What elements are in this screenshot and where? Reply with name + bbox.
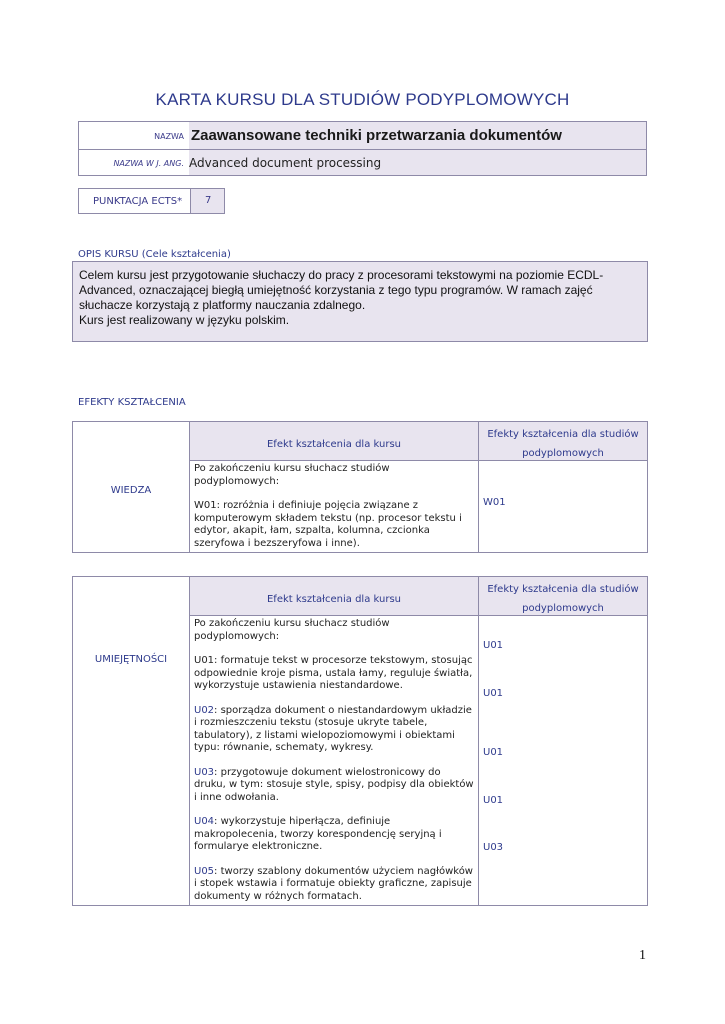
col-header-studies: Efekty kształcenia dla studiów podyplomowych [479,577,648,616]
wiedza-outcomes-cell [190,461,479,553]
umiejetnosci-outcomes-cell [190,616,479,906]
outcome-code: U05 [194,865,215,877]
umiejetnosci-category-cell [73,577,190,906]
ects-value: 7 [205,195,212,206]
wiedza-intro: Po zakończeniu kursu słuchacz studiów podyplomowych: [194,463,390,487]
course-name-row [78,121,647,150]
outcome-item: U03: przygotowuje dokument wielostronicowy do druku, w tym: stosuje style, spisy, podpisy dla obiektów i inne odwołania. [194,766,474,803]
course-name: Zaawansowane techniki przetwarzania dokumentów [191,127,562,144]
umiejetnosci-refs-cell [479,616,648,906]
col-header-course: Efekt kształcenia dla kursu [190,577,479,616]
col-header-course: Efekt kształcenia dla kursu [190,422,479,461]
outcome-text: : rozróżnia i definiuje pojęcia związane z komputerowym składem tekstu (np. procesor tekstu i edytor, akapit, łam, szpalta, kolumna, czcionka szeryfowa i bezszeryfowa i inne). [194,500,462,549]
description-line: słuchacze korzystają z platformy nauczania zdalnego. [79,298,366,312]
umiejetnosci-table [72,576,648,906]
umiejetnosci-intro: Po zakończeniu kursu słuchacz studiów podyplomowych: [194,618,390,642]
name-value-cell [189,122,646,149]
outcome-item: U04: wykorzystuje hiperłącza, definiuje makropolecenia, tworzy korespondencję seryjną i formularye elektroniczne. [194,816,442,852]
page-title: KARTA KURSU DLA STUDIÓW PODYPLOMOWYCH [155,90,570,109]
name-en-value-cell [189,150,646,175]
ects-value-cell [190,189,224,213]
course-name-en: Advanced document processing [189,156,382,170]
ects-row [78,188,225,214]
course-name-en-row [78,149,647,176]
outcomes-label: EFEKTY KSZTAŁCENIA [78,397,186,408]
outcome-item: U05: tworzy szablony dokumentów użyciem nagłówków i stopek wstawia i formatuje obiekty graficzne, zapisuje dokumenty w różnych formatach. [194,865,473,902]
outcome-code: U04 [194,816,215,827]
outcome-code: W01 [194,500,217,511]
wiedza-table [72,421,648,553]
name-label: NAZWA [154,132,184,141]
wiedza-category-cell [73,422,190,553]
outcome-ref: U01 [483,747,504,758]
outcome-code: U03 [194,766,215,778]
outcome-ref: U01 [483,688,504,699]
col-header-studies: Efekty kształcenia dla studiów podyplomowych [479,422,648,461]
description-line: Advanced, oznaczającej biegłą umiejętność korzystania z tego typu programów. W ramach zajęć [79,283,593,297]
ects-label: PUNKTACJA ECTS* [93,196,183,207]
description-line: Celem kursu jest przygotowanie słuchaczy do pracy z procesorami tekstowymi na poziomie ECDL- [79,268,604,282]
name-en-label: NAZWA W J. ANG. [113,159,184,168]
description-box [72,261,648,342]
outcome-ref: U01 [483,795,504,806]
outcome-item: U01: formatuje tekst w procesorze tekstowym, stosując odpowiednie kroje pisma, ustala łamy, reguluje światła, wykorzystuje ustawienia niestandardowe. [194,655,473,691]
outcome-code: U01 [194,655,215,666]
outcome-item: U02: sporządza dokument o niestandardowym układzie i rozmieszczeniu tekstu (stosuje ukryte tabele, tabulatory), z listami wielopoziomowymi i obiektami typu: równanie, schematy, wykresy. [194,704,472,753]
umiejetnosci-category: UMIEJĘTNOŚCI [94,654,168,665]
wiedza-category: WIEDZA [110,484,152,496]
outcome-item [194,500,474,550]
description-label: OPIS KURSU (Cele kształcenia) [78,249,231,260]
outcome-ref: W01 [483,497,506,508]
outcome-code: U02 [194,704,215,716]
outcome-ref: U01 [483,640,504,651]
page-number: 1 [639,948,646,963]
outcome-ref: U03 [483,842,504,853]
description-line: Kurs jest realizowany w języku polskim. [79,313,290,327]
wiedza-refs-cell [479,461,648,553]
